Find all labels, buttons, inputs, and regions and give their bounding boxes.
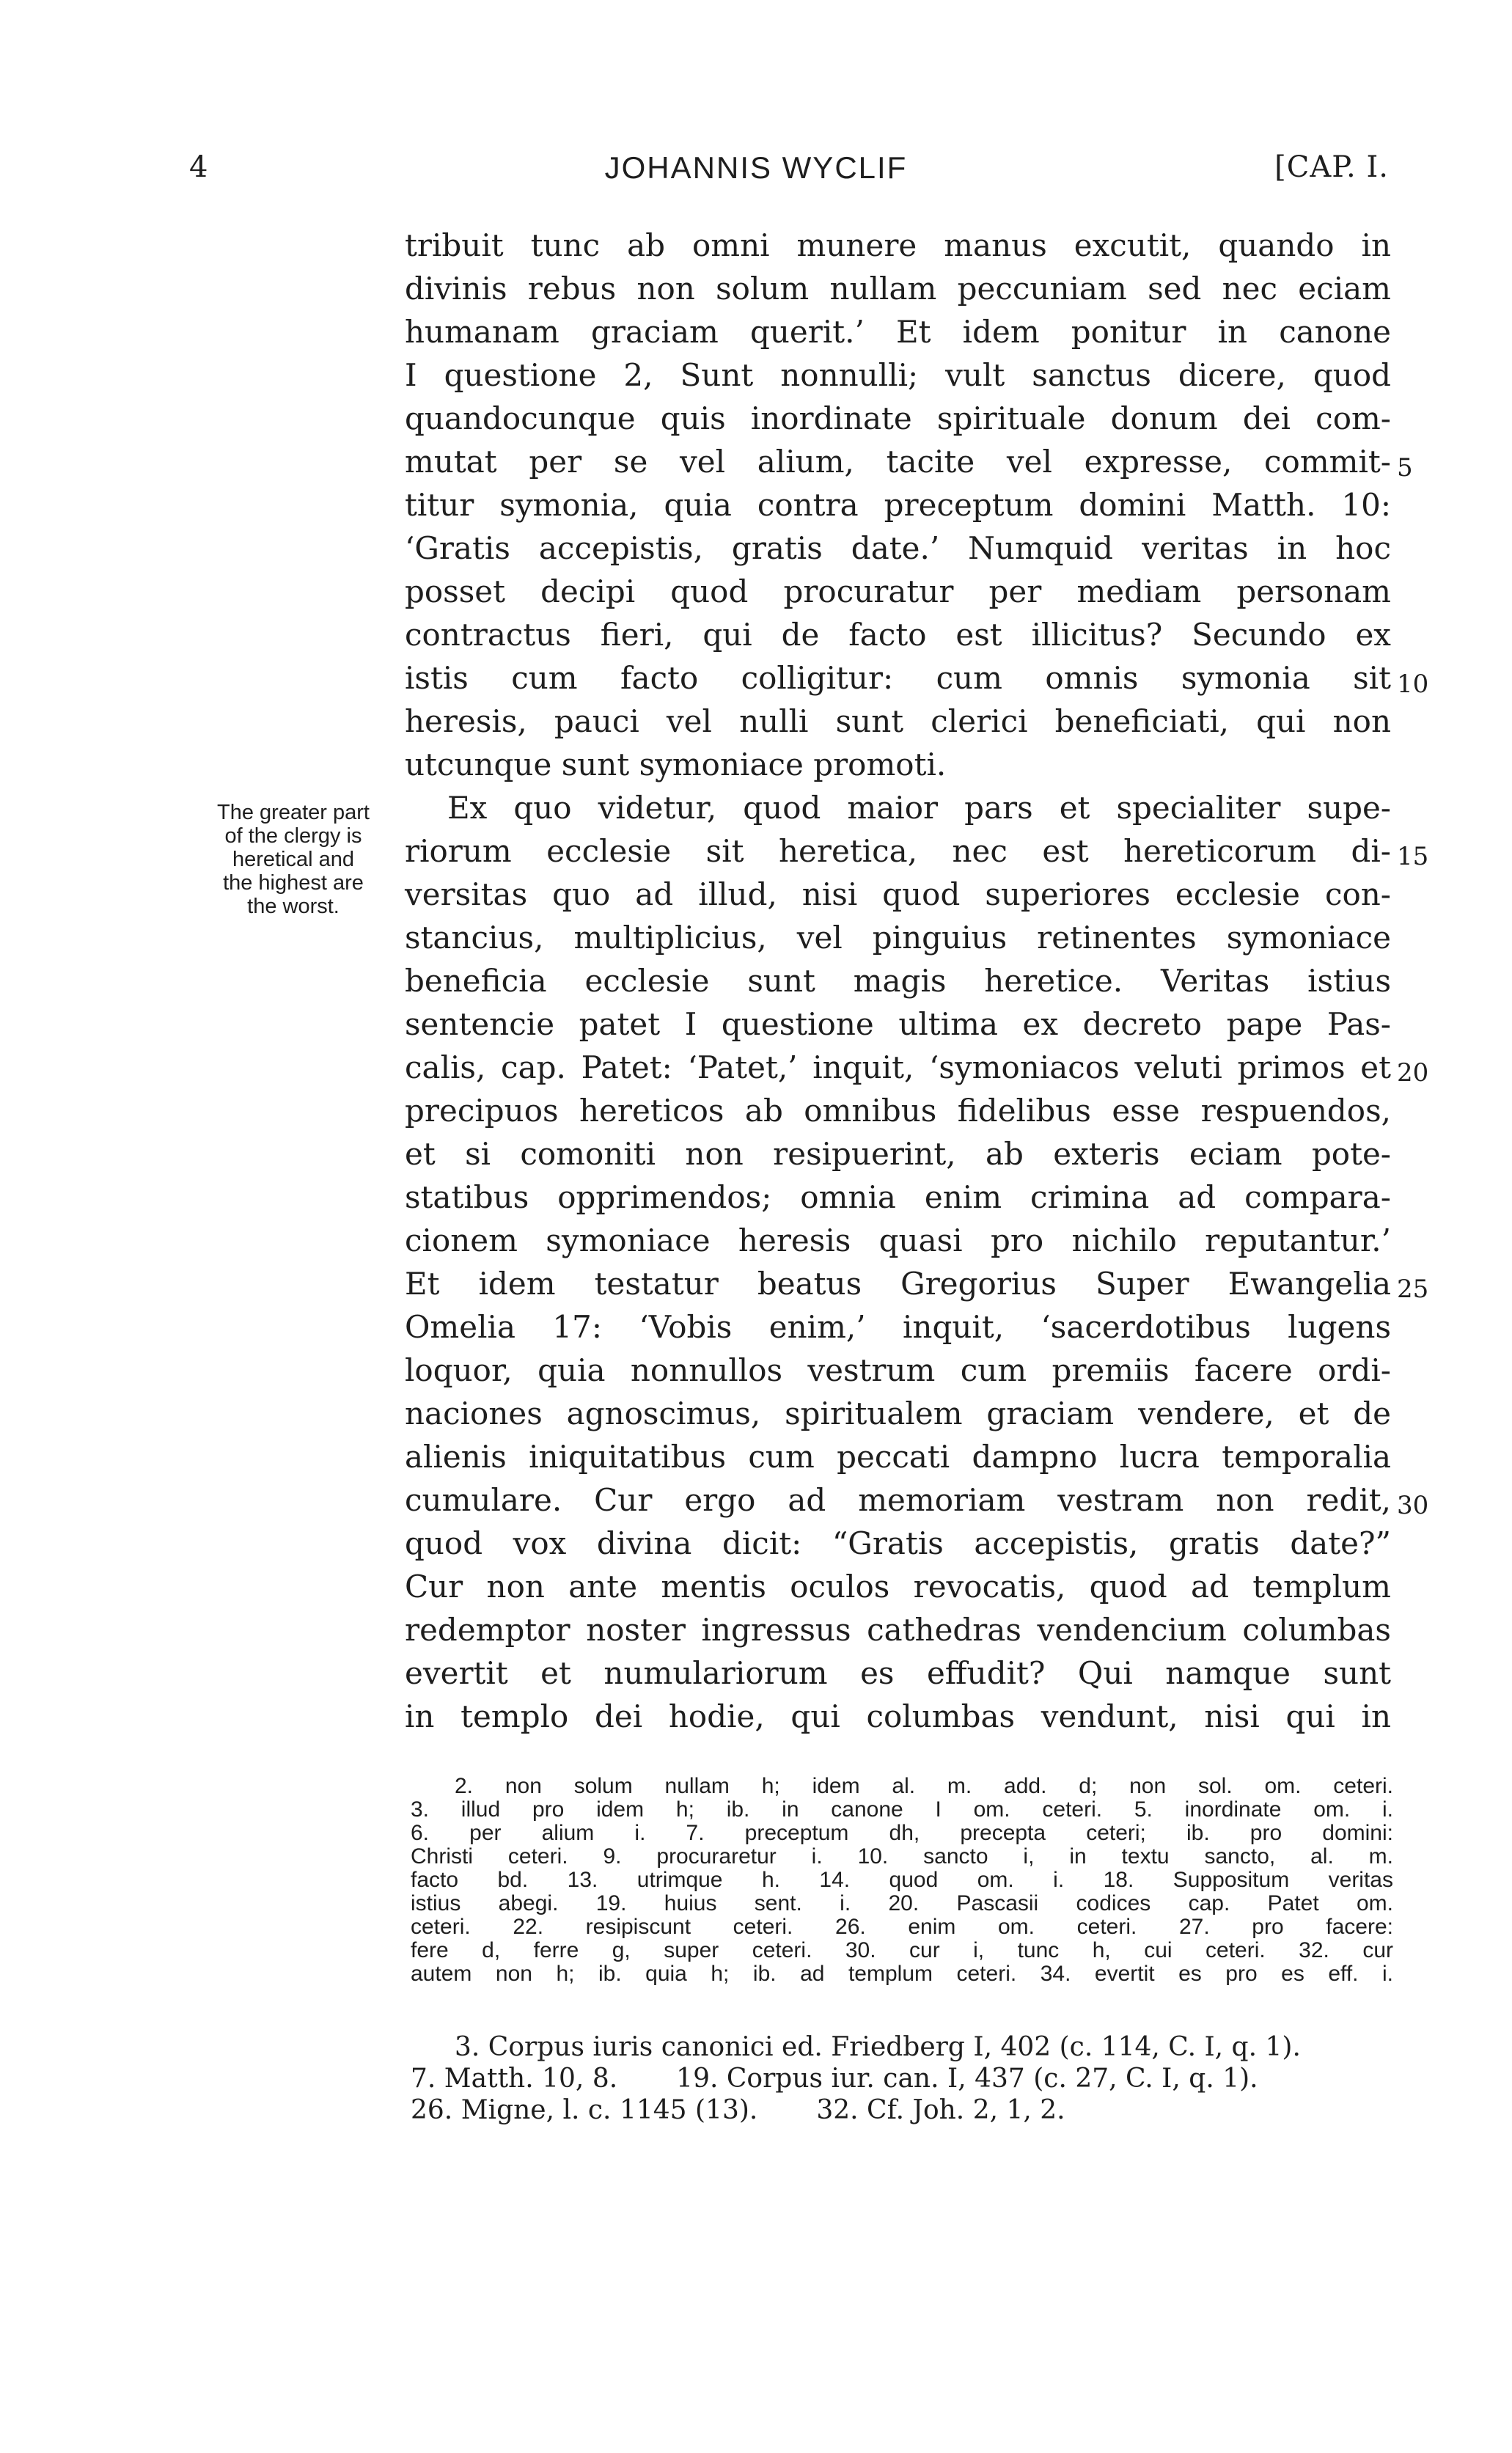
apparatus-line: istius abegi. 19. huius sent. i. 20. Pascasii codices cap. Patet om. <box>411 1891 1393 1915</box>
reference-entry: 26. Migne, l. c. 1145 (13). <box>411 2095 758 2125</box>
text-line: posset decipi quod procuratur per mediam personam <box>405 573 1391 609</box>
text-line: sentencie patet I questione ultima ex decreto pape Pas- <box>405 1006 1391 1042</box>
apparatus-line: autem non h; ib. quia h; ib. ad templum ceteri. 34. evertit es pro es eff. i. <box>411 1962 1393 1986</box>
text-line: ‘Gratis accepistis, gratis date.’ Numquid veritas in hoc <box>405 530 1391 566</box>
chapter-label: [CAP. I. <box>1274 150 1389 184</box>
running-title: JOHANNIS WYCLIF <box>604 150 908 185</box>
running-header <box>0 150 1512 194</box>
reference-line <box>411 2063 1393 2094</box>
text-line: cionem symoniace heresis quasi pro nichilo reputantur.’ <box>405 1222 1391 1258</box>
text-line: precipuos hereticos ab omnibus fidelibus esse respuendos, <box>405 1093 1391 1129</box>
text-line: heresis, pauci vel nulli sunt clerici beneficiati, qui non <box>405 703 1391 739</box>
main-text <box>405 224 1391 1738</box>
apparatus-line: 2. non solum nullam h; idem al. m. add. d; non sol. om. ceteri. <box>455 1774 1393 1798</box>
marginal-note-line: the highest are <box>223 871 364 895</box>
text-line: quandocunque quis inordinate spirituale donum dei com- <box>405 400 1391 436</box>
text-line: alienis iniquitatibus cum peccati dampno lucra temporalia <box>405 1439 1391 1475</box>
text-line: mutat per se vel alium, tacite vel expresse, commit- <box>405 444 1391 480</box>
text-line: utcunque sunt symoniace promoti. <box>405 747 947 782</box>
text-line: redemptor noster ingressus cathedras vendencium columbas <box>405 1612 1391 1648</box>
text-line: Cur non ante mentis oculos revocatis, quod ad templum <box>405 1569 1391 1605</box>
text-line: quod vox divina dicit: “Gratis accepistis, gratis date?” <box>405 1525 1391 1561</box>
line-number: 20 <box>1397 1058 1429 1088</box>
text-line: contractus fieri, qui de facto est illicitus? Secundo ex <box>405 617 1391 653</box>
line-number: 25 <box>1397 1275 1429 1304</box>
text-line: titur symonia, quia contra preceptum domini Matth. 10: <box>405 487 1391 523</box>
text-line: cumulare. Cur ergo ad memoriam vestram non redit, <box>405 1482 1391 1518</box>
text-line: stancius, multiplicius, vel pinguius retinentes symoniace <box>405 920 1391 956</box>
text-line: loquor, quia nonnullos vestrum cum premiis facere ordi- <box>405 1352 1391 1388</box>
reference-entry: 3. Corpus iuris canonici ed. Friedberg I, 402 (c. 114, C. I, q. 1). <box>455 2032 1301 2062</box>
text-line: evertit et numulariorum es effudit? Qui namque sunt <box>405 1655 1391 1691</box>
reference-line <box>411 2031 1393 2063</box>
line-number: 5 <box>1397 453 1413 483</box>
reference-entry: 32. Cf. Joh. 2, 1, 2. <box>816 2095 1065 2125</box>
text-line: beneficia ecclesie sunt magis heretice. Veritas istius <box>405 963 1391 999</box>
text-line: I questione 2, Sunt nonnulli; vult sanctus dicere, quod <box>405 357 1391 393</box>
text-line: tribuit tunc ab omni munere manus excutit, quando in <box>405 227 1391 263</box>
text-line: Ex quo videtur, quod maior pars et specialiter supe- <box>447 790 1391 826</box>
text-line: naciones agnoscimus, spiritualem graciam vendere, et de <box>405 1396 1391 1431</box>
marginal-note-line: The greater part <box>217 801 370 824</box>
text-line: Omelia 17: ‘Vobis enim,’ inquit, ‘sacerdotibus lugens <box>405 1309 1391 1345</box>
apparatus-line: fere d, ferre g, super ceteri. 30. cur i, tunc h, cui ceteri. 32. cur <box>411 1938 1393 1962</box>
apparatus-line: Christi ceteri. 9. procuraretur i. 10. sancto i, in textu sancto, al. m. <box>411 1844 1393 1869</box>
marginal-note <box>183 801 403 918</box>
marginal-note-line: heretical and <box>232 848 355 871</box>
text-line: humanam graciam querit.’ Et idem ponitur in canone <box>405 314 1391 350</box>
text-line: divinis rebus non solum nullam peccuniam sed nec eciam <box>405 271 1391 307</box>
marginal-note-line: the worst. <box>247 895 340 918</box>
page-number: 4 <box>189 150 208 184</box>
apparatus-line: 6. per alium i. 7. preceptum dh, precepta ceteri; ib. pro domini: <box>411 1821 1393 1845</box>
reference-line <box>411 2094 1393 2126</box>
apparatus-line: 3. illud pro idem h; ib. in canone I om. ceteri. 5. inordinate om. i. <box>411 1797 1393 1822</box>
text-line: riorum ecclesie sit heretica, nec est hereticorum di- <box>405 833 1391 869</box>
text-line: et si comoniti non resipuerint, ab exteris eciam pote- <box>405 1136 1391 1172</box>
text-line: in templo dei hodie, qui columbas vendunt, nisi qui in <box>405 1698 1391 1734</box>
critical-apparatus <box>411 1775 1393 1986</box>
marginal-note-line: of the clergy is <box>224 824 362 848</box>
apparatus-line: ceteri. 22. resipiscunt ceteri. 26. enim om. ceteri. 27. pro facere: <box>411 1915 1393 1939</box>
text-line: calis, cap. Patet: ‘Patet,’ inquit, ‘symoniacos veluti primos et <box>405 1049 1391 1085</box>
text-line: versitas quo ad illud, nisi quod superiores ecclesie con- <box>405 876 1391 912</box>
line-number: 10 <box>1397 670 1429 699</box>
line-number: 30 <box>1397 1491 1429 1520</box>
line-number: 15 <box>1397 842 1429 871</box>
reference-entry: 7. Matth. 10, 8. <box>411 2064 618 2094</box>
text-line: statibus opprimendos; omnia enim crimina ad compara- <box>405 1179 1391 1215</box>
reference-entry: 19. Corpus iur. can. I, 437 (c. 27, C. I, q. 1). <box>676 2064 1258 2094</box>
source-references <box>411 2031 1393 2126</box>
text-line: Et idem testatur beatus Gregorius Super Ewangelia <box>405 1266 1391 1302</box>
text-line: istis cum facto colligitur: cum omnis symonia sit <box>405 660 1391 696</box>
apparatus-line: facto bd. 13. utrimque h. 14. quod om. i. 18. Suppositum veritas <box>411 1868 1393 1892</box>
